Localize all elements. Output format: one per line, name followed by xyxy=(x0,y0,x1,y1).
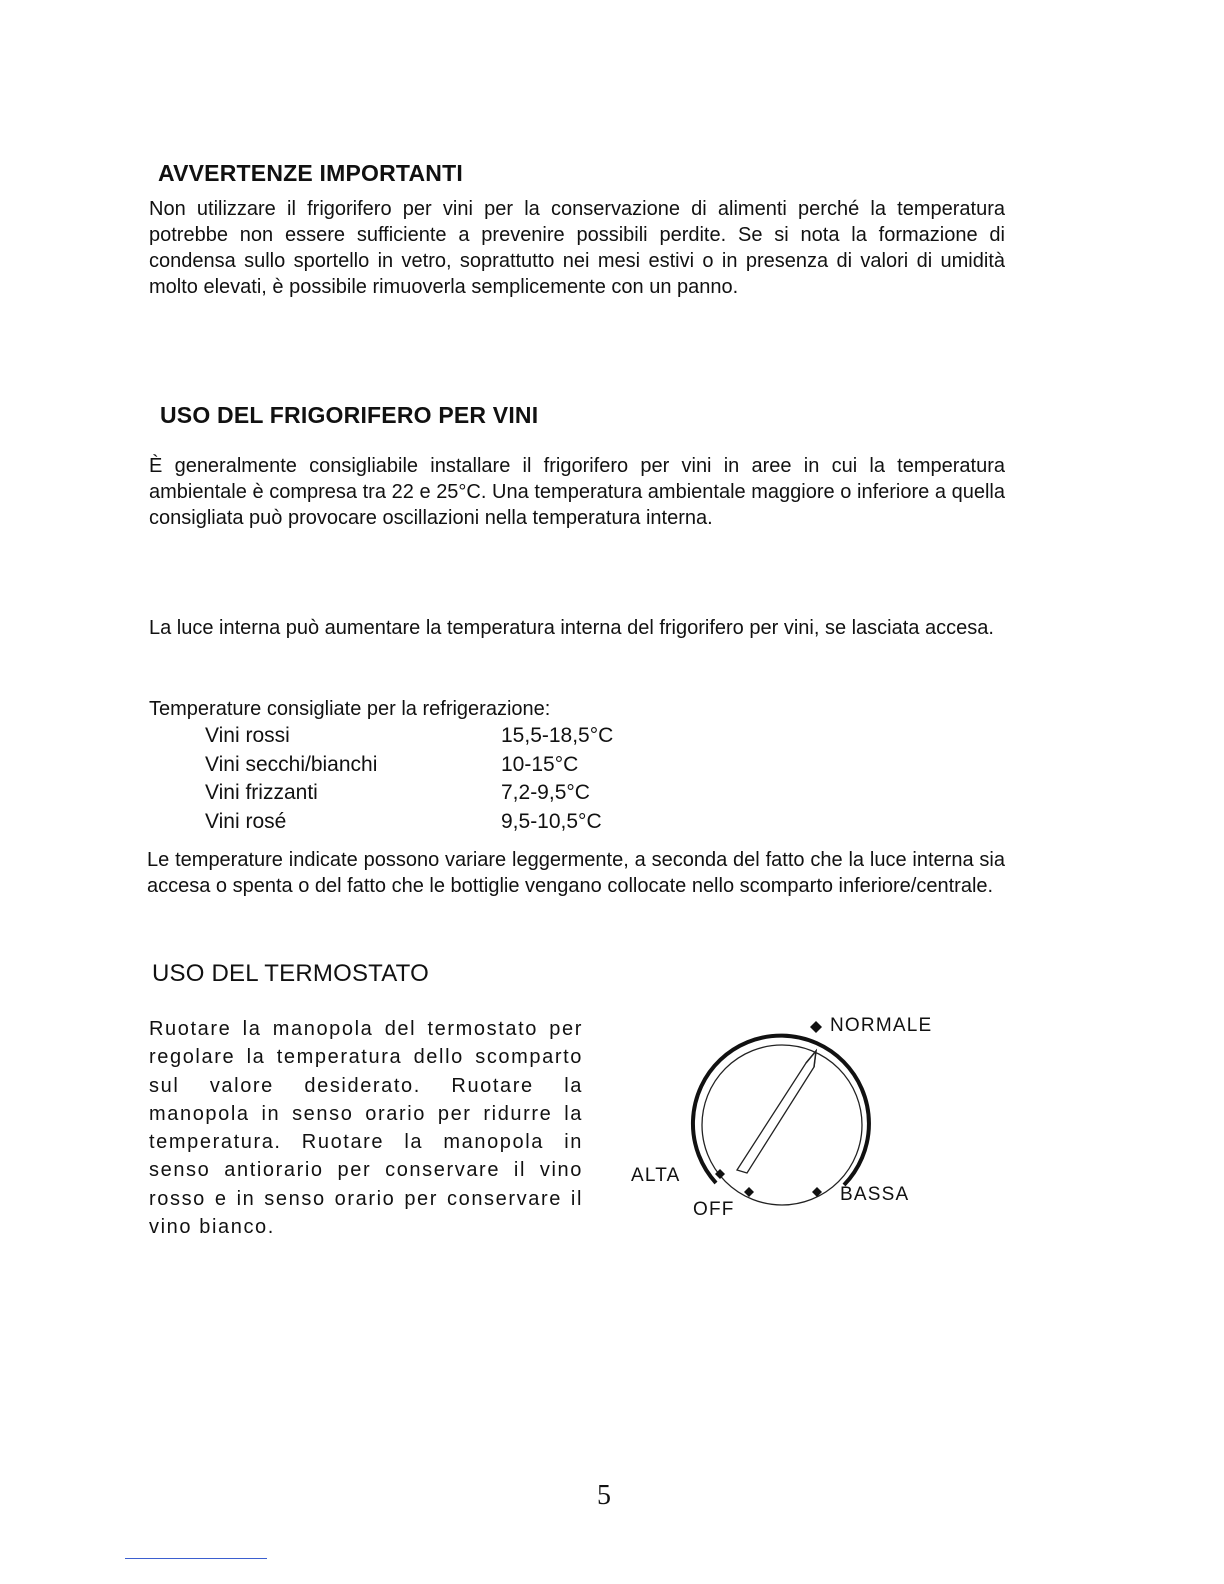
temp-name: Vini rosé xyxy=(205,809,287,833)
dial-label-high: ALTA xyxy=(631,1165,681,1186)
usage-paragraph-ambient: È generalmente consigliabile installare il frigorifero per vini in aree in cui la temperatura ambientale è compresa tra 22 e 25°C. Una temperatura ambientale maggiore o inferiore a quella consigliata può provocare oscillazioni nella temperatura interna. xyxy=(149,455,1005,529)
dial-pointer xyxy=(737,1051,816,1173)
temp-value: 15,5-18,5°C xyxy=(501,724,614,747)
temp-value: 7,2-9,5°C xyxy=(501,781,590,804)
temp-row xyxy=(205,808,613,837)
footer-rule xyxy=(125,1558,267,1559)
dial-label-off: OFF xyxy=(693,1199,735,1220)
page-number: 5 xyxy=(597,1480,611,1511)
warnings-text: Non utilizzare il frigorifero per vini per la conservazione di alimenti perché la temperatura potrebbe non essere sufficiente a prevenire possibili perdite. Se si nota la formazione di condensa sullo sportello in vetro, soprattutto nei mesi estivi o in presenza di valori di umidità molto elevati, è possibile rimuoverla semplicemente con un panno. xyxy=(149,198,1005,298)
warnings-heading: AVVERTENZE IMPORTANTI xyxy=(158,160,463,186)
temp-value: 10-15°C xyxy=(501,752,579,776)
thermostat-text: Ruotare la manopola del termostato per regolare la temperatura dello scomparto sul valore desiderato. Ruotare la manopola in senso orario per ridurre la temperatura. Ruotare la manopola in senso antiorario per conservare il vino rosso e in senso orario per conservare il vino bianco. xyxy=(149,1018,583,1239)
temp-value: 9,5-10,5°C xyxy=(501,809,602,833)
temps-intro: Temperature consigliate per la refrigerazione: xyxy=(149,698,551,720)
thermostat-heading: USO DEL TERMOSTATO xyxy=(152,960,429,987)
dial-label-normal: NORMALE xyxy=(830,1015,933,1036)
temp-name: Vini frizzanti xyxy=(205,781,318,804)
temp-name: Vini secchi/bianchi xyxy=(205,752,378,776)
temps-note: Le temperature indicate possono variare leggermente, a seconda del fatto che la luce interna sia accesa o spenta o del fatto che le bottiglie vengano collocate nello scomparto inferiore/centrale. xyxy=(147,849,1005,897)
usage-heading: USO DEL FRIGORIFERO PER VINI xyxy=(160,402,539,428)
dial-inner-ring xyxy=(702,1045,862,1205)
temp-name: Vini rossi xyxy=(205,724,290,747)
temp-row xyxy=(205,751,613,780)
temperature-table xyxy=(205,722,613,836)
temp-row xyxy=(205,722,613,751)
usage-paragraph-light: La luce interna può aumentare la temperatura interna del frigorifero per vini, se lasciata accesa. xyxy=(149,617,994,639)
normal-marker-icon xyxy=(810,1021,822,1033)
thermostat-dial-diagram xyxy=(620,1005,960,1235)
temp-row xyxy=(205,779,613,808)
dial-range-arc xyxy=(693,1036,869,1185)
dial-label-low: BASSA xyxy=(840,1184,910,1205)
